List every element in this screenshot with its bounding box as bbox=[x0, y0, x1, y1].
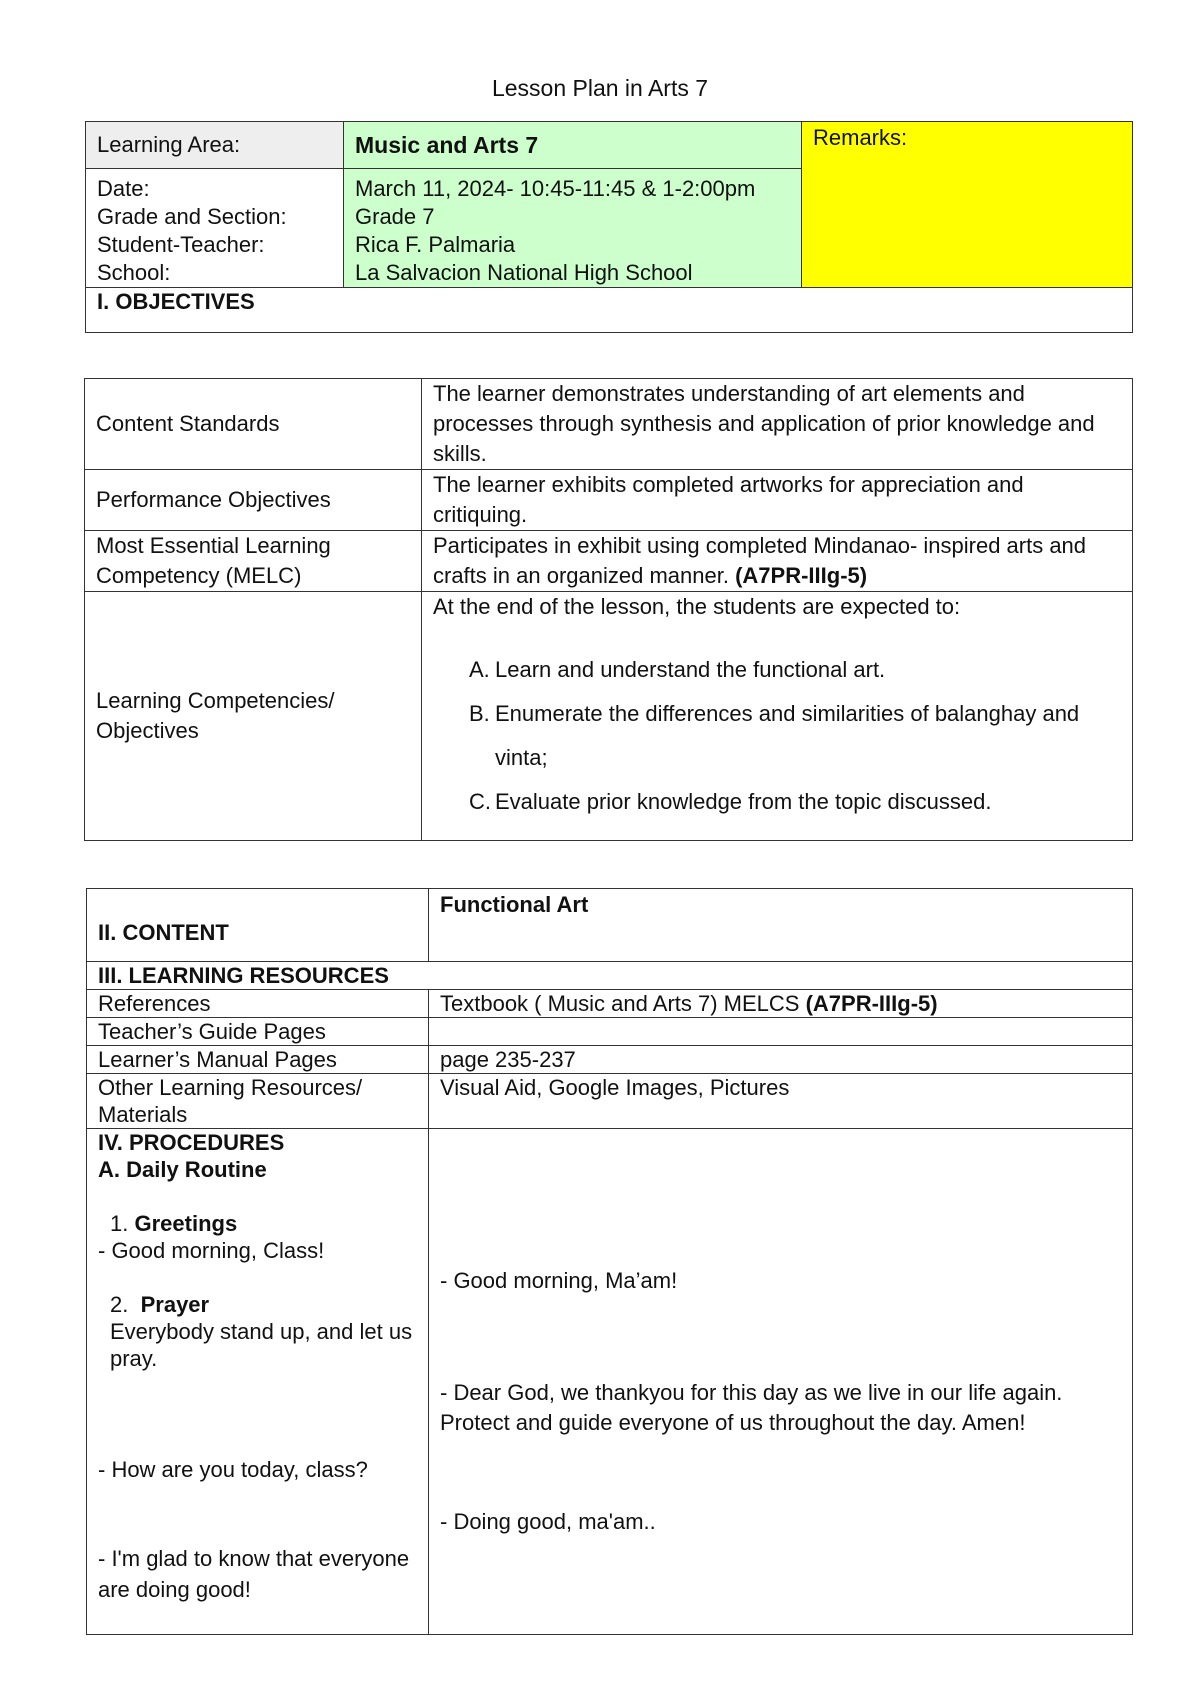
page-title: Lesson Plan in Arts 7 bbox=[491, 75, 709, 101]
melc-value-cell bbox=[422, 531, 1133, 592]
greetings-num: 1. bbox=[110, 1211, 129, 1236]
prayer-line: Everybody stand up, and let us pray. bbox=[110, 1319, 413, 1371]
competencies-label: Learning Competencies/ Objectives bbox=[85, 592, 422, 841]
item-text: Learn and understand the functional art. bbox=[495, 657, 886, 682]
greetings-line: - Good morning, Class! bbox=[98, 1238, 325, 1263]
references-cell bbox=[429, 990, 1133, 1018]
item-text: Evaluate prior knowledge from the topic discussed. bbox=[495, 789, 992, 814]
competencies-cell bbox=[422, 592, 1133, 841]
objectives-heading: I. OBJECTIVES bbox=[86, 288, 1133, 333]
competencies-list bbox=[433, 648, 1121, 824]
date-value: March 11, 2024- 10:45-11:45 & 1-2:00pm bbox=[355, 176, 756, 201]
prayer-title: Prayer bbox=[140, 1292, 210, 1317]
content-table bbox=[86, 888, 1133, 1635]
grade-value: Grade 7 bbox=[355, 204, 435, 229]
info-labels bbox=[86, 169, 344, 288]
greetings-heading bbox=[98, 1210, 417, 1237]
resp-how: - Doing good, ma'am.. bbox=[440, 1509, 656, 1534]
glad-line: - I'm glad to know that everyone are doing good! bbox=[98, 1546, 410, 1602]
tg-label: Teacher’s Guide Pages bbox=[87, 1018, 429, 1046]
remarks-cell: Remarks: bbox=[802, 122, 1133, 288]
date-label: Date: bbox=[97, 176, 150, 201]
item-letter: A. bbox=[469, 657, 490, 682]
procedures-right bbox=[429, 1129, 1133, 1635]
resp-greeting: - Good morning, Ma’am! bbox=[440, 1268, 678, 1293]
school-label: School: bbox=[97, 260, 171, 285]
resources-heading: III. LEARNING RESOURCES bbox=[87, 962, 1133, 990]
item-letter: C. bbox=[469, 789, 491, 814]
competencies-intro: At the end of the lesson, the students are expected to: bbox=[433, 594, 961, 619]
melc-code: (A7PR-IIIg-5) bbox=[735, 563, 868, 588]
prayer-num: 2. bbox=[110, 1292, 129, 1317]
other-resources-value: Visual Aid, Google Images, Pictures bbox=[429, 1074, 1133, 1129]
how-line: - How are you today, class? bbox=[98, 1457, 368, 1482]
content-heading: II. CONTENT bbox=[87, 889, 429, 962]
school-value: La Salvacion National High School bbox=[355, 260, 693, 285]
list-item bbox=[469, 780, 1121, 824]
list-item bbox=[469, 692, 1121, 780]
teacher-label: Student-Teacher: bbox=[97, 232, 265, 257]
learning-area-value: Music and Arts 7 bbox=[344, 122, 802, 169]
references-label: References bbox=[87, 990, 429, 1018]
tg-value bbox=[429, 1018, 1133, 1046]
melc-label: Most Essential Learning Competency (MELC) bbox=[85, 531, 422, 592]
header-table bbox=[85, 121, 1133, 333]
content-value: Functional Art bbox=[429, 889, 1133, 962]
performance-value: The learner exhibits completed artworks for appreciation and critiquing. bbox=[422, 470, 1133, 531]
procedures-heading: IV. PROCEDURES bbox=[98, 1130, 285, 1155]
content-standards-value: The learner demonstrates understanding of art elements and processes through synthesis and application of prior knowledge and skills. bbox=[422, 379, 1133, 470]
references-code: (A7PR-IIIg-5) bbox=[805, 991, 938, 1016]
greetings-title: Greetings bbox=[134, 1211, 238, 1236]
prayer-heading bbox=[98, 1291, 417, 1318]
teacher-value: Rica F. Palmaria bbox=[355, 232, 516, 257]
item-letter: B. bbox=[469, 701, 490, 726]
objectives-table bbox=[84, 378, 1133, 841]
info-values bbox=[344, 169, 802, 288]
grade-label: Grade and Section: bbox=[97, 204, 287, 229]
item-text: Enumerate the differences and similarities of balanghay and vinta; bbox=[495, 701, 1080, 770]
melc-value: Participates in exhibit using completed Mindanao- inspired arts and crafts in an organized manner. bbox=[433, 533, 1087, 588]
lm-value: page 235-237 bbox=[429, 1046, 1133, 1074]
other-resources-label: Other Learning Resources/ Materials bbox=[87, 1074, 429, 1129]
daily-routine-heading: A. Daily Routine bbox=[98, 1157, 267, 1182]
list-item bbox=[469, 648, 1121, 692]
learning-area-label: Learning Area: bbox=[86, 122, 344, 169]
content-standards-label: Content Standards bbox=[85, 379, 422, 470]
resp-prayer: - Dear God, we thankyou for this day as we live in our life again. Protect and guide everyone of us throughout the day. Amen! bbox=[440, 1380, 1063, 1435]
procedures-left bbox=[87, 1129, 429, 1635]
performance-label: Performance Objectives bbox=[85, 470, 422, 531]
lm-label: Learner’s Manual Pages bbox=[87, 1046, 429, 1074]
references-value: Textbook ( Music and Arts 7) MELCS bbox=[440, 991, 800, 1016]
